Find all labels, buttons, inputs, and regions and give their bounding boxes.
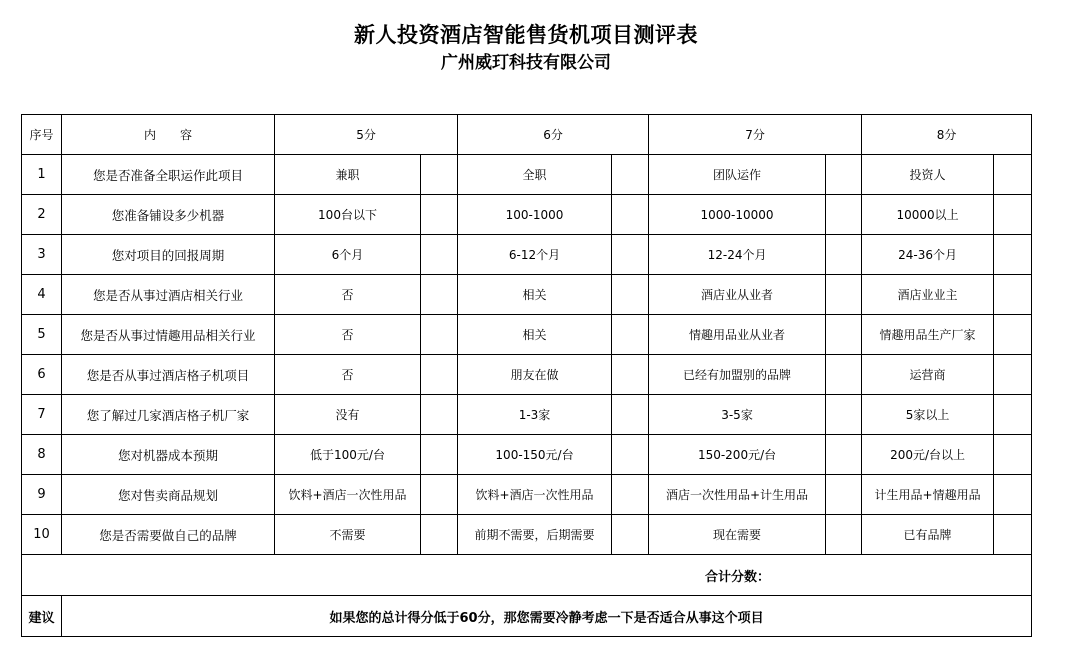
page-title: 新人投资酒店智能售货机项目测评表 (354, 23, 698, 47)
score-input-cell[interactable] (826, 235, 862, 275)
score-input-cell[interactable] (421, 515, 458, 555)
header-content: 内 容 (62, 115, 275, 155)
row-question: 您是否从事过酒店格子机项目 (62, 355, 275, 395)
score-input-cell[interactable] (421, 155, 458, 195)
row-seq: 6 (22, 355, 62, 395)
advice-row (22, 596, 1032, 637)
option-label: 全职 (458, 155, 612, 195)
score-input-cell[interactable] (826, 155, 862, 195)
row-question: 您准备铺设多少机器 (62, 195, 275, 235)
company-name: 广州威玎科技有限公司 (441, 53, 611, 73)
score-input-cell[interactable] (612, 275, 649, 315)
total-row (22, 555, 1032, 596)
score-input-cell[interactable] (826, 515, 862, 555)
option-label: 100-150元/台 (458, 435, 612, 475)
option-label: 否 (275, 355, 421, 395)
option-label: 不需要 (275, 515, 421, 555)
score-input-cell[interactable] (994, 475, 1032, 515)
score-input-cell[interactable] (421, 435, 458, 475)
score-input-cell[interactable] (612, 435, 649, 475)
header-row (22, 115, 1032, 155)
table-row (22, 155, 1032, 195)
score-input-cell[interactable] (612, 395, 649, 435)
header-score-6: 6分 (458, 115, 649, 155)
score-input-cell[interactable] (612, 315, 649, 355)
option-label: 现在需要 (649, 515, 826, 555)
score-input-cell[interactable] (826, 195, 862, 235)
table-row (22, 235, 1032, 275)
row-question: 您了解过几家酒店格子机厂家 (62, 395, 275, 435)
score-input-cell[interactable] (612, 155, 649, 195)
row-question: 您是否需要做自己的品牌 (62, 515, 275, 555)
total-score-label: 合计分数： (22, 555, 1032, 596)
row-seq: 10 (22, 515, 62, 555)
table-row (22, 435, 1032, 475)
row-seq: 4 (22, 275, 62, 315)
row-seq: 5 (22, 315, 62, 355)
score-input-cell[interactable] (612, 355, 649, 395)
score-input-cell[interactable] (421, 475, 458, 515)
option-label: 200元/台以上 (862, 435, 994, 475)
option-label: 酒店一次性用品+计生用品 (649, 475, 826, 515)
table-row (22, 515, 1032, 555)
option-label: 6个月 (275, 235, 421, 275)
score-input-cell[interactable] (994, 155, 1032, 195)
table-row (22, 275, 1032, 315)
score-input-cell[interactable] (826, 355, 862, 395)
row-seq: 3 (22, 235, 62, 275)
option-label: 已有品牌 (862, 515, 994, 555)
header-score-8: 8分 (862, 115, 1032, 155)
row-question: 您对机器成本预期 (62, 435, 275, 475)
option-label: 运营商 (862, 355, 994, 395)
score-input-cell[interactable] (994, 315, 1032, 355)
header-score-5: 5分 (275, 115, 458, 155)
option-label: 否 (275, 275, 421, 315)
score-input-cell[interactable] (612, 475, 649, 515)
option-label: 酒店业业主 (862, 275, 994, 315)
table-row (22, 315, 1032, 355)
row-question: 您是否从事过酒店相关行业 (62, 275, 275, 315)
advice-text: 如果您的总计得分低于60分，那您需要冷静考虑一下是否适合从事这个项目 (62, 596, 1032, 637)
score-input-cell[interactable] (994, 275, 1032, 315)
table-row (22, 475, 1032, 515)
option-label: 100台以下 (275, 195, 421, 235)
option-label: 饮料+酒店一次性用品 (275, 475, 421, 515)
option-label: 1-3家 (458, 395, 612, 435)
row-seq: 1 (22, 155, 62, 195)
option-label: 前期不需要，后期需要 (458, 515, 612, 555)
option-label: 6-12个月 (458, 235, 612, 275)
row-seq: 7 (22, 395, 62, 435)
evaluation-table (21, 114, 1032, 637)
table-row (22, 195, 1032, 235)
option-label: 150-200元/台 (649, 435, 826, 475)
score-input-cell[interactable] (421, 315, 458, 355)
header-seq: 序号 (22, 115, 62, 155)
score-input-cell[interactable] (612, 195, 649, 235)
option-label: 相关 (458, 275, 612, 315)
score-input-cell[interactable] (826, 395, 862, 435)
row-question: 您对项目的回报周期 (62, 235, 275, 275)
score-input-cell[interactable] (421, 235, 458, 275)
advice-label: 建议 (22, 596, 62, 637)
score-input-cell[interactable] (612, 515, 649, 555)
option-label: 低于100元/台 (275, 435, 421, 475)
option-label: 情趣用品业从业者 (649, 315, 826, 355)
row-seq: 2 (22, 195, 62, 235)
score-input-cell[interactable] (994, 195, 1032, 235)
row-seq: 8 (22, 435, 62, 475)
option-label: 投资人 (862, 155, 994, 195)
option-label: 100-1000 (458, 195, 612, 235)
option-label: 饮料+酒店一次性用品 (458, 475, 612, 515)
option-label: 兼职 (275, 155, 421, 195)
score-input-cell[interactable] (994, 235, 1032, 275)
option-label: 相关 (458, 315, 612, 355)
score-input-cell[interactable] (421, 275, 458, 315)
row-question: 您对售卖商品规划 (62, 475, 275, 515)
score-input-cell[interactable] (612, 235, 649, 275)
score-input-cell[interactable] (994, 515, 1032, 555)
score-input-cell[interactable] (994, 355, 1032, 395)
score-input-cell[interactable] (826, 275, 862, 315)
row-question: 您是否准备全职运作此项目 (62, 155, 275, 195)
table-row (22, 355, 1032, 395)
row-question: 您是否从事过情趣用品相关行业 (62, 315, 275, 355)
option-label: 5家以上 (862, 395, 994, 435)
option-label: 朋友在做 (458, 355, 612, 395)
score-input-cell[interactable] (421, 195, 458, 235)
option-label: 情趣用品生产厂家 (862, 315, 994, 355)
score-input-cell[interactable] (994, 395, 1032, 435)
score-input-cell[interactable] (826, 315, 862, 355)
table-row (22, 395, 1032, 435)
score-input-cell[interactable] (421, 355, 458, 395)
score-input-cell[interactable] (994, 435, 1032, 475)
option-label: 酒店业从业者 (649, 275, 826, 315)
option-label: 24-36个月 (862, 235, 994, 275)
row-seq: 9 (22, 475, 62, 515)
option-label: 10000以上 (862, 195, 994, 235)
option-label: 已经有加盟别的品牌 (649, 355, 826, 395)
option-label: 3-5家 (649, 395, 826, 435)
option-label: 否 (275, 315, 421, 355)
score-input-cell[interactable] (826, 475, 862, 515)
option-label: 1000-10000 (649, 195, 826, 235)
score-input-cell[interactable] (826, 435, 862, 475)
option-label: 没有 (275, 395, 421, 435)
header-score-7: 7分 (649, 115, 862, 155)
option-label: 团队运作 (649, 155, 826, 195)
option-label: 12-24个月 (649, 235, 826, 275)
option-label: 计生用品+情趣用品 (862, 475, 994, 515)
score-input-cell[interactable] (421, 395, 458, 435)
